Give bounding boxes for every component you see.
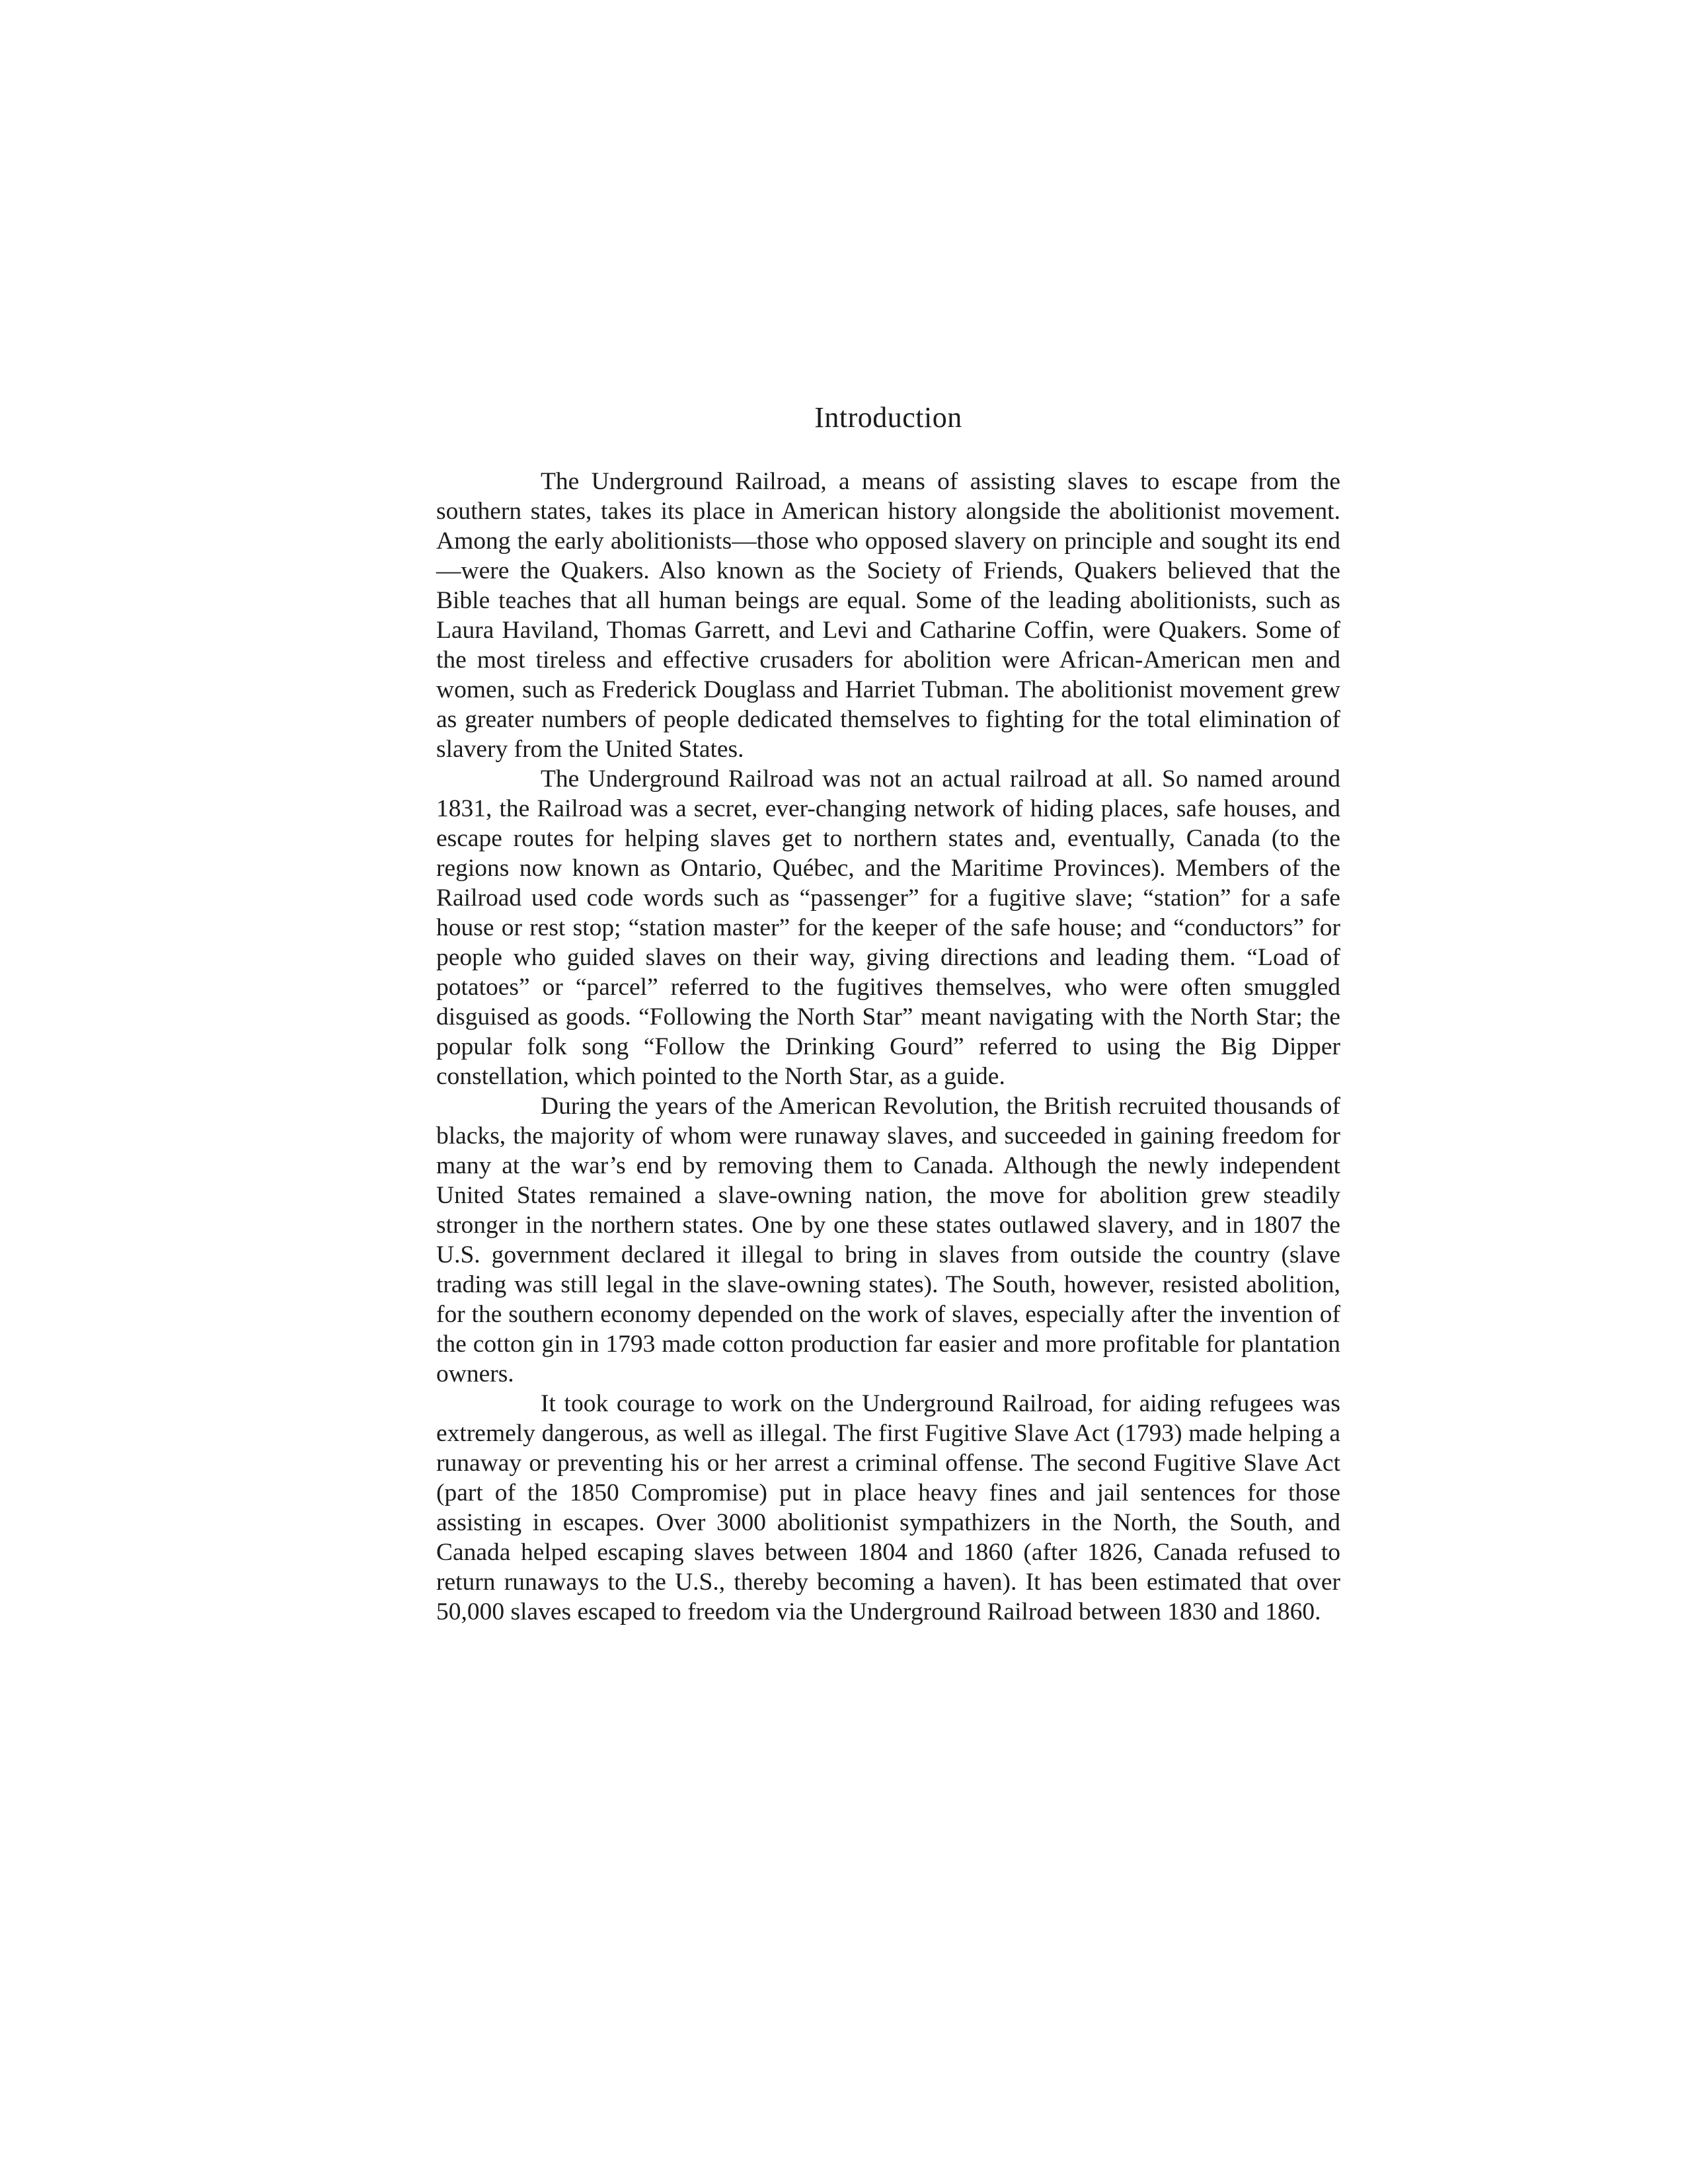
page-title: Introduction <box>814 401 962 434</box>
paragraph-2: The Underground Railroad was not an actual railroad at all. So named around 1831, the Railroad was a secret, ever-changing network of hiding places, safe houses, and escape routes for helping slaves get to northern states and, eventually, Canada (to the regions now known as Ontario, Québec, and the Maritime Provinces). Members of the Railroad used code words such as “passenger” for a fugitive slave; “station” for a safe house or rest stop; “station master” for the keeper of the safe house; and “conductors” for people who guided slaves on their way, giving directions and leading them. “Load of potatoes” or “parcel” referred to the fugitives themselves, who were often smuggled disguised as goods. “Following the North Star” meant navigating with the North Star; the popular folk song “Follow the Drinking Gourd” referred to using the Big Dipper constellation, which pointed to the North Star, as a guide. <box>436 765 1340 1090</box>
text-column <box>436 403 1340 1627</box>
paragraph-4: It took courage to work on the Underground Railroad, for aiding refugees was extremely dangerous, as well as illegal. The first Fugitive Slave Act (1793) made helping a runaway or preventing his or her arrest a criminal offense. The second Fugitive Slave Act (part of the 1850 Compromise) put in place heavy fines and jail sentences for those assisting in escapes. Over 3000 abolitionist sympathizers in the North, the South, and Canada helped escaping slaves between 1804 and 1860 (after 1826, Canada refused to return runaways to the U.S., thereby becoming a haven). It has been estimated that over 50,000 slaves escaped to freedom via the Underground Railroad between 1830 and 1860. <box>436 1390 1340 1625</box>
paragraph-3: During the years of the American Revolution, the British recruited thousands of blacks, the majority of whom were runaway slaves, and succeeded in gaining freedom for many at the war’s end by removing them to Canada. Although the newly independent United States remained a slave-owning nation, the move for abolition grew steadily stronger in the northern states. One by one these states outlawed slavery, and in 1807 the U.S. government declared it illegal to bring in slaves from outside the country (slave trading was still legal in the slave-owning states). The South, however, resisted abolition, for the southern economy depended on the work of slaves, especially after the invention of the cotton gin in 1793 made cotton production far easier and more profitable for plantation owners. <box>436 1093 1340 1387</box>
paragraph-1: The Underground Railroad, a means of assisting slaves to escape from the southern states, takes its place in American history alongside the abolitionist movement. Among the early abolitionists—those who opposed slavery on principle and sought its end—were the Quakers. Also known as the Society of Friends, Quakers believed that the Bible teaches that all human beings are equal. Some of the leading abolitionists, such as Laura Haviland, Thomas Garrett, and Levi and Catharine Coffin, were Quakers. Some of the most tireless and effective crusaders for abolition were African-American men and women, such as Frederick Douglass and Harriet Tubman. The abolitionist movement grew as greater numbers of people dedicated themselves to fighting for the total elimination of slavery from the United States. <box>436 468 1340 763</box>
